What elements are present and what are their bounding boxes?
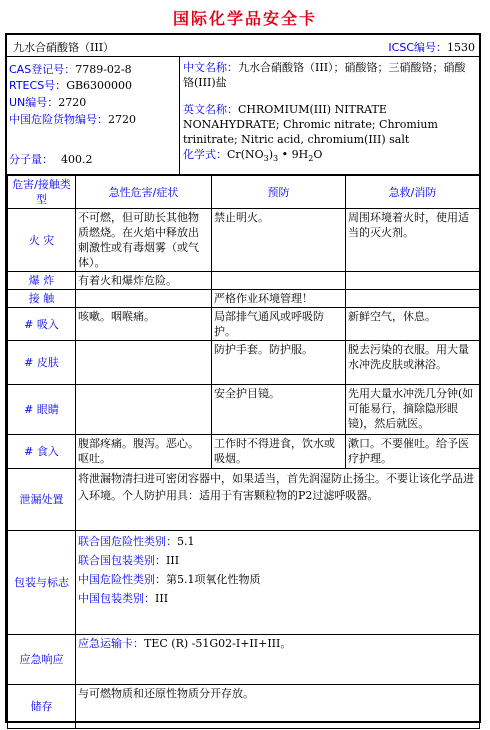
cell-hazard: 咳嗽。咽喉痛。 bbox=[76, 308, 212, 341]
icsc-number bbox=[388, 39, 475, 55]
cell-prevention: 防护手套。防护服。 bbox=[212, 341, 346, 385]
rtecs-line: RTECS号：GB6300000 bbox=[9, 79, 133, 92]
cas-line: CAS登记号：7789-02-8 bbox=[9, 63, 132, 76]
cell-prevention: 工作时不得进食，饮水或吸烟。 bbox=[212, 435, 346, 469]
un-class-line: 联合国危险性类别：5.1 bbox=[78, 535, 195, 548]
row-type-eyes: # 眼睛 bbox=[8, 385, 76, 435]
row-type-skin: # 皮肤 bbox=[8, 341, 76, 385]
english-name-line: 英文名称：CHROMIUM(III) NITRATE NONAHYDRATE; Chromic nitrate; Chromium trinitrate; Nitric acid, chromium(III) salt bbox=[183, 103, 438, 146]
spill-text: 将泄漏物清扫进可密闭容器中，如果适当，首先润湿防止扬尘。不要让该化学品进入环境。个人防护用具：适用于有害颗粒物的P2过滤呼吸器。 bbox=[76, 469, 480, 531]
formula-value: $Cr(NO_3)_3$ • $9H_2O$ bbox=[227, 148, 323, 164]
cell-first-aid: 周围环境着火时，使用适当的灭火剂。 bbox=[346, 209, 480, 272]
row-type-ingestion: # 食入 bbox=[8, 435, 76, 469]
cell-prevention: 安全护目镜。 bbox=[212, 385, 346, 435]
table-row bbox=[8, 290, 480, 308]
chinese-name-line: 中文名称：九水合硝酸铬（III）；硝酸铬；三硝酸铬；硝酸铬(III)盐 bbox=[183, 61, 466, 89]
icsc-label: ICSC编号： bbox=[388, 41, 447, 54]
cell-hazard bbox=[76, 341, 212, 385]
cell-first-aid: 漱口。不要催吐。给予医疗护理。 bbox=[346, 435, 480, 469]
cell-hazard: 有着火和爆炸危险。 bbox=[76, 272, 212, 290]
icsc-value: 1530 bbox=[447, 41, 475, 54]
un-pack-line: 联合国包装类别：III bbox=[78, 554, 180, 567]
table-row bbox=[8, 435, 480, 469]
cell-prevention: 严格作业环境管理！ bbox=[212, 290, 346, 308]
emergency-label: 应急响应 bbox=[8, 635, 76, 685]
cell-first-aid bbox=[346, 290, 480, 308]
cell-first-aid: 先用大量水冲洗几分钟(如可能易行，摘除隐形眼镜)，然后就医。 bbox=[346, 385, 480, 435]
row-type-inhalation: # 吸入 bbox=[8, 308, 76, 341]
cell-prevention bbox=[212, 272, 346, 290]
emergency-row bbox=[8, 635, 480, 685]
cn-dangerous-goods-line: 中国危险货物编号：2720 bbox=[9, 113, 136, 126]
cn-class-line: 中国危险性类别：第5.1项氧化性物质 bbox=[78, 573, 261, 586]
table-row bbox=[8, 308, 480, 341]
storage-row bbox=[8, 685, 480, 729]
storage-label: 储存 bbox=[8, 685, 76, 729]
cell-prevention: 局部排气通风或呼吸防护。 bbox=[212, 308, 346, 341]
cell-first-aid bbox=[346, 272, 480, 290]
col-header-hazard: 急性危害/症状 bbox=[76, 176, 212, 209]
cell-first-aid: 脱去污染的衣服。用大量水冲洗皮肤或淋浴。 bbox=[346, 341, 480, 385]
cell-hazard: 腹部疼痛。腹泻。恶心。呕吐。 bbox=[76, 435, 212, 469]
storage-text: 与可燃物质和还原性物质分开存放。 bbox=[76, 685, 480, 729]
spill-row bbox=[8, 469, 480, 531]
cell-hazard bbox=[76, 385, 212, 435]
table-row bbox=[8, 272, 480, 290]
packaging-content bbox=[76, 531, 480, 635]
names-block bbox=[183, 60, 475, 166]
row-type-explosion: 爆 炸 bbox=[8, 272, 76, 290]
cell-hazard: 不可燃，但可助长其他物质燃烧。在火焰中释放出刺激性或有毒烟雾（或气体）。 bbox=[76, 209, 212, 272]
packaging-row bbox=[8, 531, 480, 635]
table-row bbox=[8, 385, 480, 435]
hazard-table bbox=[7, 175, 480, 729]
col-header-prevention: 预防 bbox=[212, 176, 346, 209]
card-title: 国际化学品安全卡 bbox=[172, 9, 317, 28]
emergency-content: 应急运输卡：TEC (R) -51G02-I+II+III。 bbox=[76, 635, 480, 685]
spill-label: 泄漏处置 bbox=[8, 469, 76, 531]
molecular-weight-line: 分子量： 400.2 bbox=[9, 153, 93, 166]
col-header-first-aid: 急救/消防 bbox=[346, 176, 480, 209]
packaging-label: 包装与标志 bbox=[8, 531, 76, 635]
cell-first-aid: 新鲜空气，休息。 bbox=[346, 308, 480, 341]
safety-card bbox=[5, 33, 481, 723]
row-type-contact: 接 触 bbox=[8, 290, 76, 308]
table-row bbox=[8, 341, 480, 385]
row-type-fire: 火 灾 bbox=[8, 209, 76, 272]
un-line: UN编号：2720 bbox=[9, 96, 87, 109]
cell-prevention: 禁止明火。 bbox=[212, 209, 346, 272]
header-row bbox=[7, 35, 479, 57]
cn-pack-line: 中国包装类别：III bbox=[78, 592, 169, 605]
chemical-name: 九水合硝酸铬（III） bbox=[13, 41, 115, 54]
identifiers-block bbox=[7, 57, 479, 175]
formula-line: 化学式：$Cr(NO_3)_3$ • $9H_2O$ bbox=[183, 148, 323, 164]
col-header-type: 危害/接触类型 bbox=[8, 176, 76, 209]
cell-hazard bbox=[76, 290, 212, 308]
table-row bbox=[8, 209, 480, 272]
table-header-row bbox=[8, 176, 480, 209]
registry-numbers bbox=[7, 57, 180, 175]
